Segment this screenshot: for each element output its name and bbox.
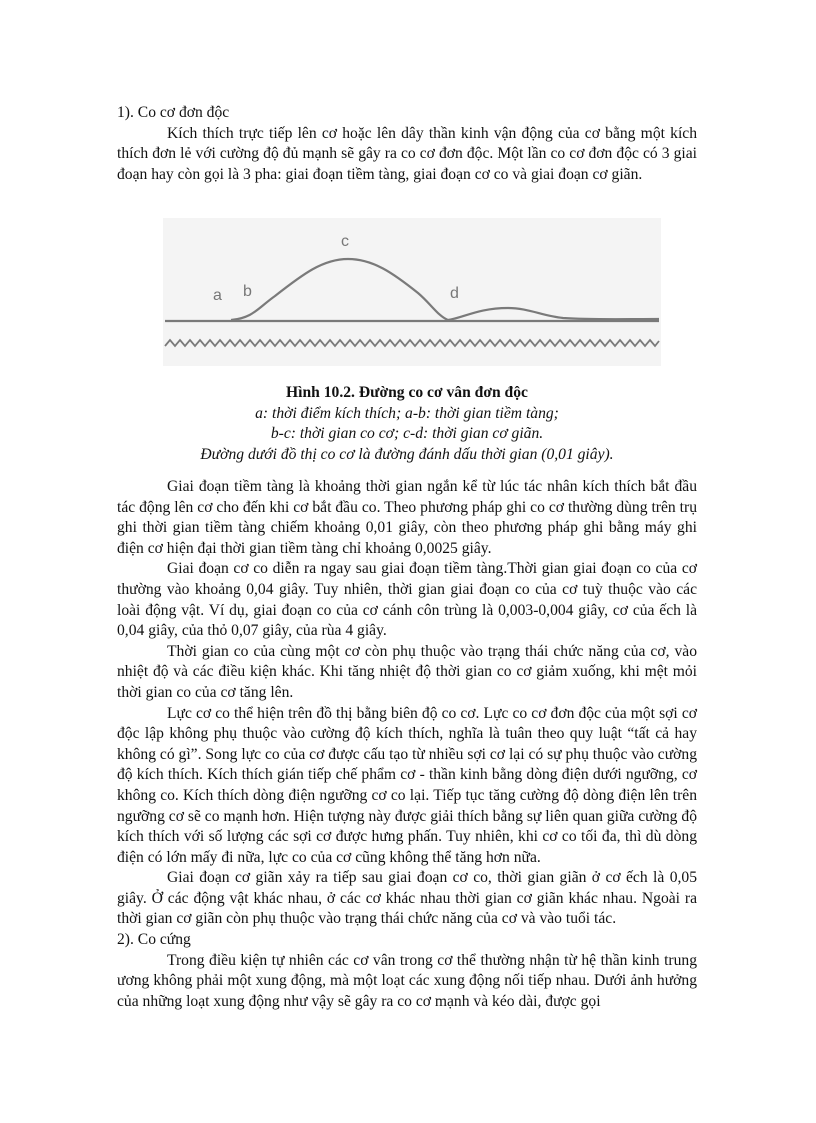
- label-c: c: [341, 233, 349, 250]
- section-2-paragraph: Trong điều kiện tự nhiên các cơ vân trong cơ thể thường nhận từ hệ thần kinh trung ương không phải một xung động, mà một loạt các xung động nối tiếp nhau. Dưới ảnh hưởng của những loạt xung động như vậy sẽ gây ra co cơ mạnh và kéo dài, được gọi: [117, 951, 697, 1010]
- label-d: d: [450, 285, 459, 302]
- section-2-heading: 2). Co cứng: [117, 931, 191, 949]
- label-b: b: [243, 283, 252, 300]
- caption-line-2: b-c: thời gian co cơ; c-d: thời gian cơ giãn.: [270, 425, 544, 443]
- label-a: a: [213, 287, 222, 304]
- paragraph-contraction-force: Lực cơ co thể hiện trên đồ thị bằng biên độ co cơ. Lực co cơ đơn độc của một sợi cơ độc lập không phụ thuộc vào cường độ kích thích, nghĩa là tuân theo quy luật “tất cả hay không có gì”. Song lực co của cơ được cấu tạo từ nhiều sợi cơ lại có sự phụ thuộc vào cường độ kích thích. Kích thích gián tiếp chế phẩm cơ - thần kinh bằng dòng điện dưới ngưỡng, cơ không co. Kích thích dòng điện ngưỡng cơ co lại. Tiếp tục tăng cường độ dòng điện lên trên ngưỡng cơ sẽ co mạnh hơn. Hiện tượng này được giải thích bằng sự liên quan giữa cường độ kích thích với số lượng các sợi cơ được hưng phấn. Tuy nhiên, khi cơ co tối đa, thì dù dòng điện có lớn mấy đi nữa, lực co của cơ cũng không thể tăng hơn nữa.: [117, 704, 697, 866]
- caption-title: Hình 10.2. Đường co cơ vân đơn độc: [286, 384, 528, 401]
- paragraph-contraction-phase: Giai đoạn cơ co diễn ra ngay sau giai đoạn tiềm tàng.Thời gian giai đoạn co của cơ thường vào khoảng 0,04 giây. Tuy nhiên, thời gian giai đoạn co của cơ tuỳ thuộc vào các loài động vật. Ví dụ, giai đoạn co của cơ cánh côn trùng là 0,003-0,004 giây, cơ của ếch là 0,04 giây, của thỏ 0,07 giây, của rùa 4 giây.: [117, 560, 697, 640]
- figure-caption: [117, 383, 697, 465]
- caption-line-3: Đường dưới đồ thị co cơ là đường đánh dấu thời gian (0,01 giây).: [200, 445, 614, 463]
- section-1-heading: 1). Co cơ đơn độc: [117, 104, 230, 121]
- caption-line-1: a: thời điểm kích thích; a-b: thời gian tiềm tàng;: [255, 404, 559, 422]
- paragraph-relaxation-phase: Giai đoạn cơ giãn xảy ra tiếp sau giai đoạn cơ co, thời gian giãn ở cơ ếch là 0,05 giây. Ở các động vật khác nhau, ở các cơ khác nhau thời gian cơ giãn khác nhau. Ngoài ra thời gian cơ giãn còn phụ thuộc vào trạng thái chức năng của cơ và vào tuổi tác.: [117, 869, 697, 928]
- paragraph-contraction-time: Thời gian co của cùng một cơ còn phụ thuộc vào trạng thái chức năng của cơ, vào nhiệt độ và các điều kiện khác. Khi tăng nhiệt độ thời gian co cơ giảm xuống, khi mệt mỏi thời gian co của cơ tăng lên.: [117, 642, 697, 701]
- body-text: [117, 477, 697, 1012]
- muscle-twitch-figure: [163, 218, 661, 366]
- section-1-paragraph: Kích thích trực tiếp lên cơ hoặc lên dây thần kinh vận động của cơ bằng một kích thích đơn lẻ với cường độ đủ mạnh sẽ gây ra co cơ đơn độc. Một lần co cơ đơn độc có 3 giai đoạn hay còn gọi là 3 pha: giai đoạn tiềm tàng, giai đoạn cơ co và giai đoạn cơ giãn.: [117, 124, 697, 183]
- twitch-graph: [163, 218, 661, 366]
- section-1: [117, 103, 697, 185]
- paragraph-latent-phase: Giai đoạn tiềm tàng là khoảng thời gian ngắn kể từ lúc tác nhân kích thích bắt đầu tác động lên cơ cho đến khi cơ bắt đầu co. Theo phương pháp ghi co cơ thường dùng trên trụ ghi thời gian tiềm tàng chiếm khoảng 0,01 giây, còn theo phương pháp ghi bằng máy ghi điện cơ hiện đại thời gian tiềm tàng chỉ khoảng 0,0025 giây.: [117, 478, 697, 557]
